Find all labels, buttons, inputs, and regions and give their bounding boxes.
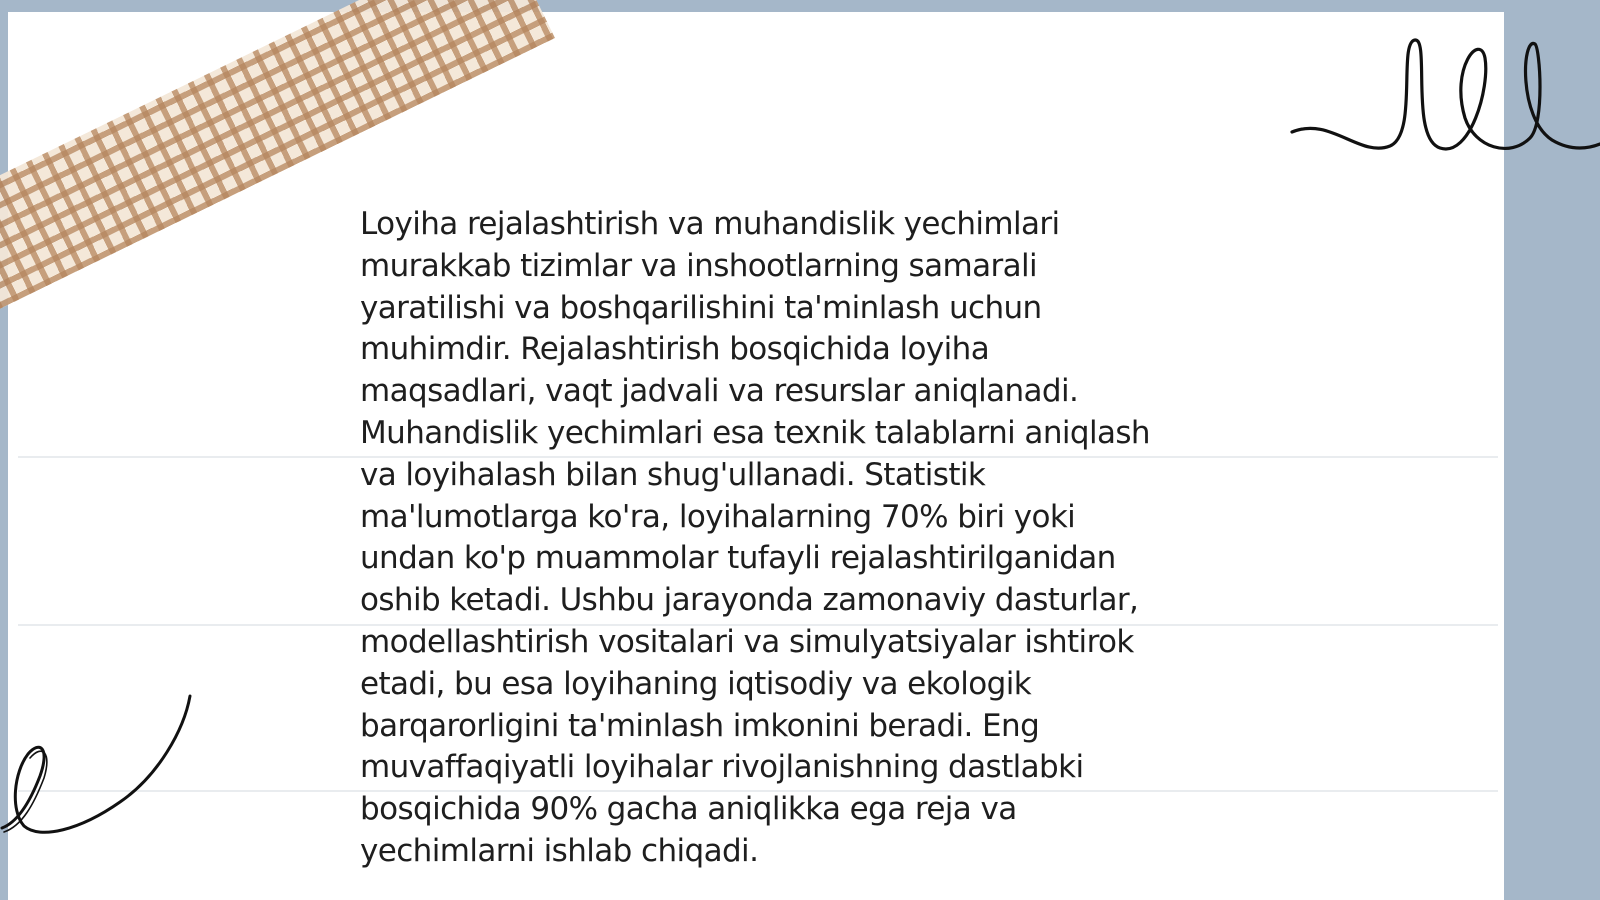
loop-scribble-top-right-icon	[1290, 28, 1600, 178]
loop-scribble-bottom-left-icon	[0, 690, 200, 850]
body-paragraph: Loyiha rejalashtirish va muhandislik yechimlari murakkab tizimlar va inshootlarning samarali yaratilishi va boshqarilishini ta'minlash uchun muhimdir. Rejalashtirish bosqichida loyiha maqsadlari, vaqt jadvali va resurslar aniqlanadi. Muhandislik yechimlari esa texnik talablarni aniqlash va loyihalash bilan shug'ullanadi. Statistik ma'lumotlarga ko'ra, loyihalarning 70% biri yoki undan ko'p muammolar tufayli rejalashtirilganidan oshib ketadi. Ushbu jarayonda zamonaviy dasturlar, modellashtirish vositalari va simulyatsiyalar ishtirok etadi, bu esa loyihaning iqtisodiy va ekologik barqarorligini ta'minlash imkonini beradi. Eng muvaffaqiyatli loyihalar rivojlanishning dastlabki bosqichida 90% gacha aniqlikka ega reja va yechimlarni ishlab chiqadi.	[360, 206, 1150, 869]
